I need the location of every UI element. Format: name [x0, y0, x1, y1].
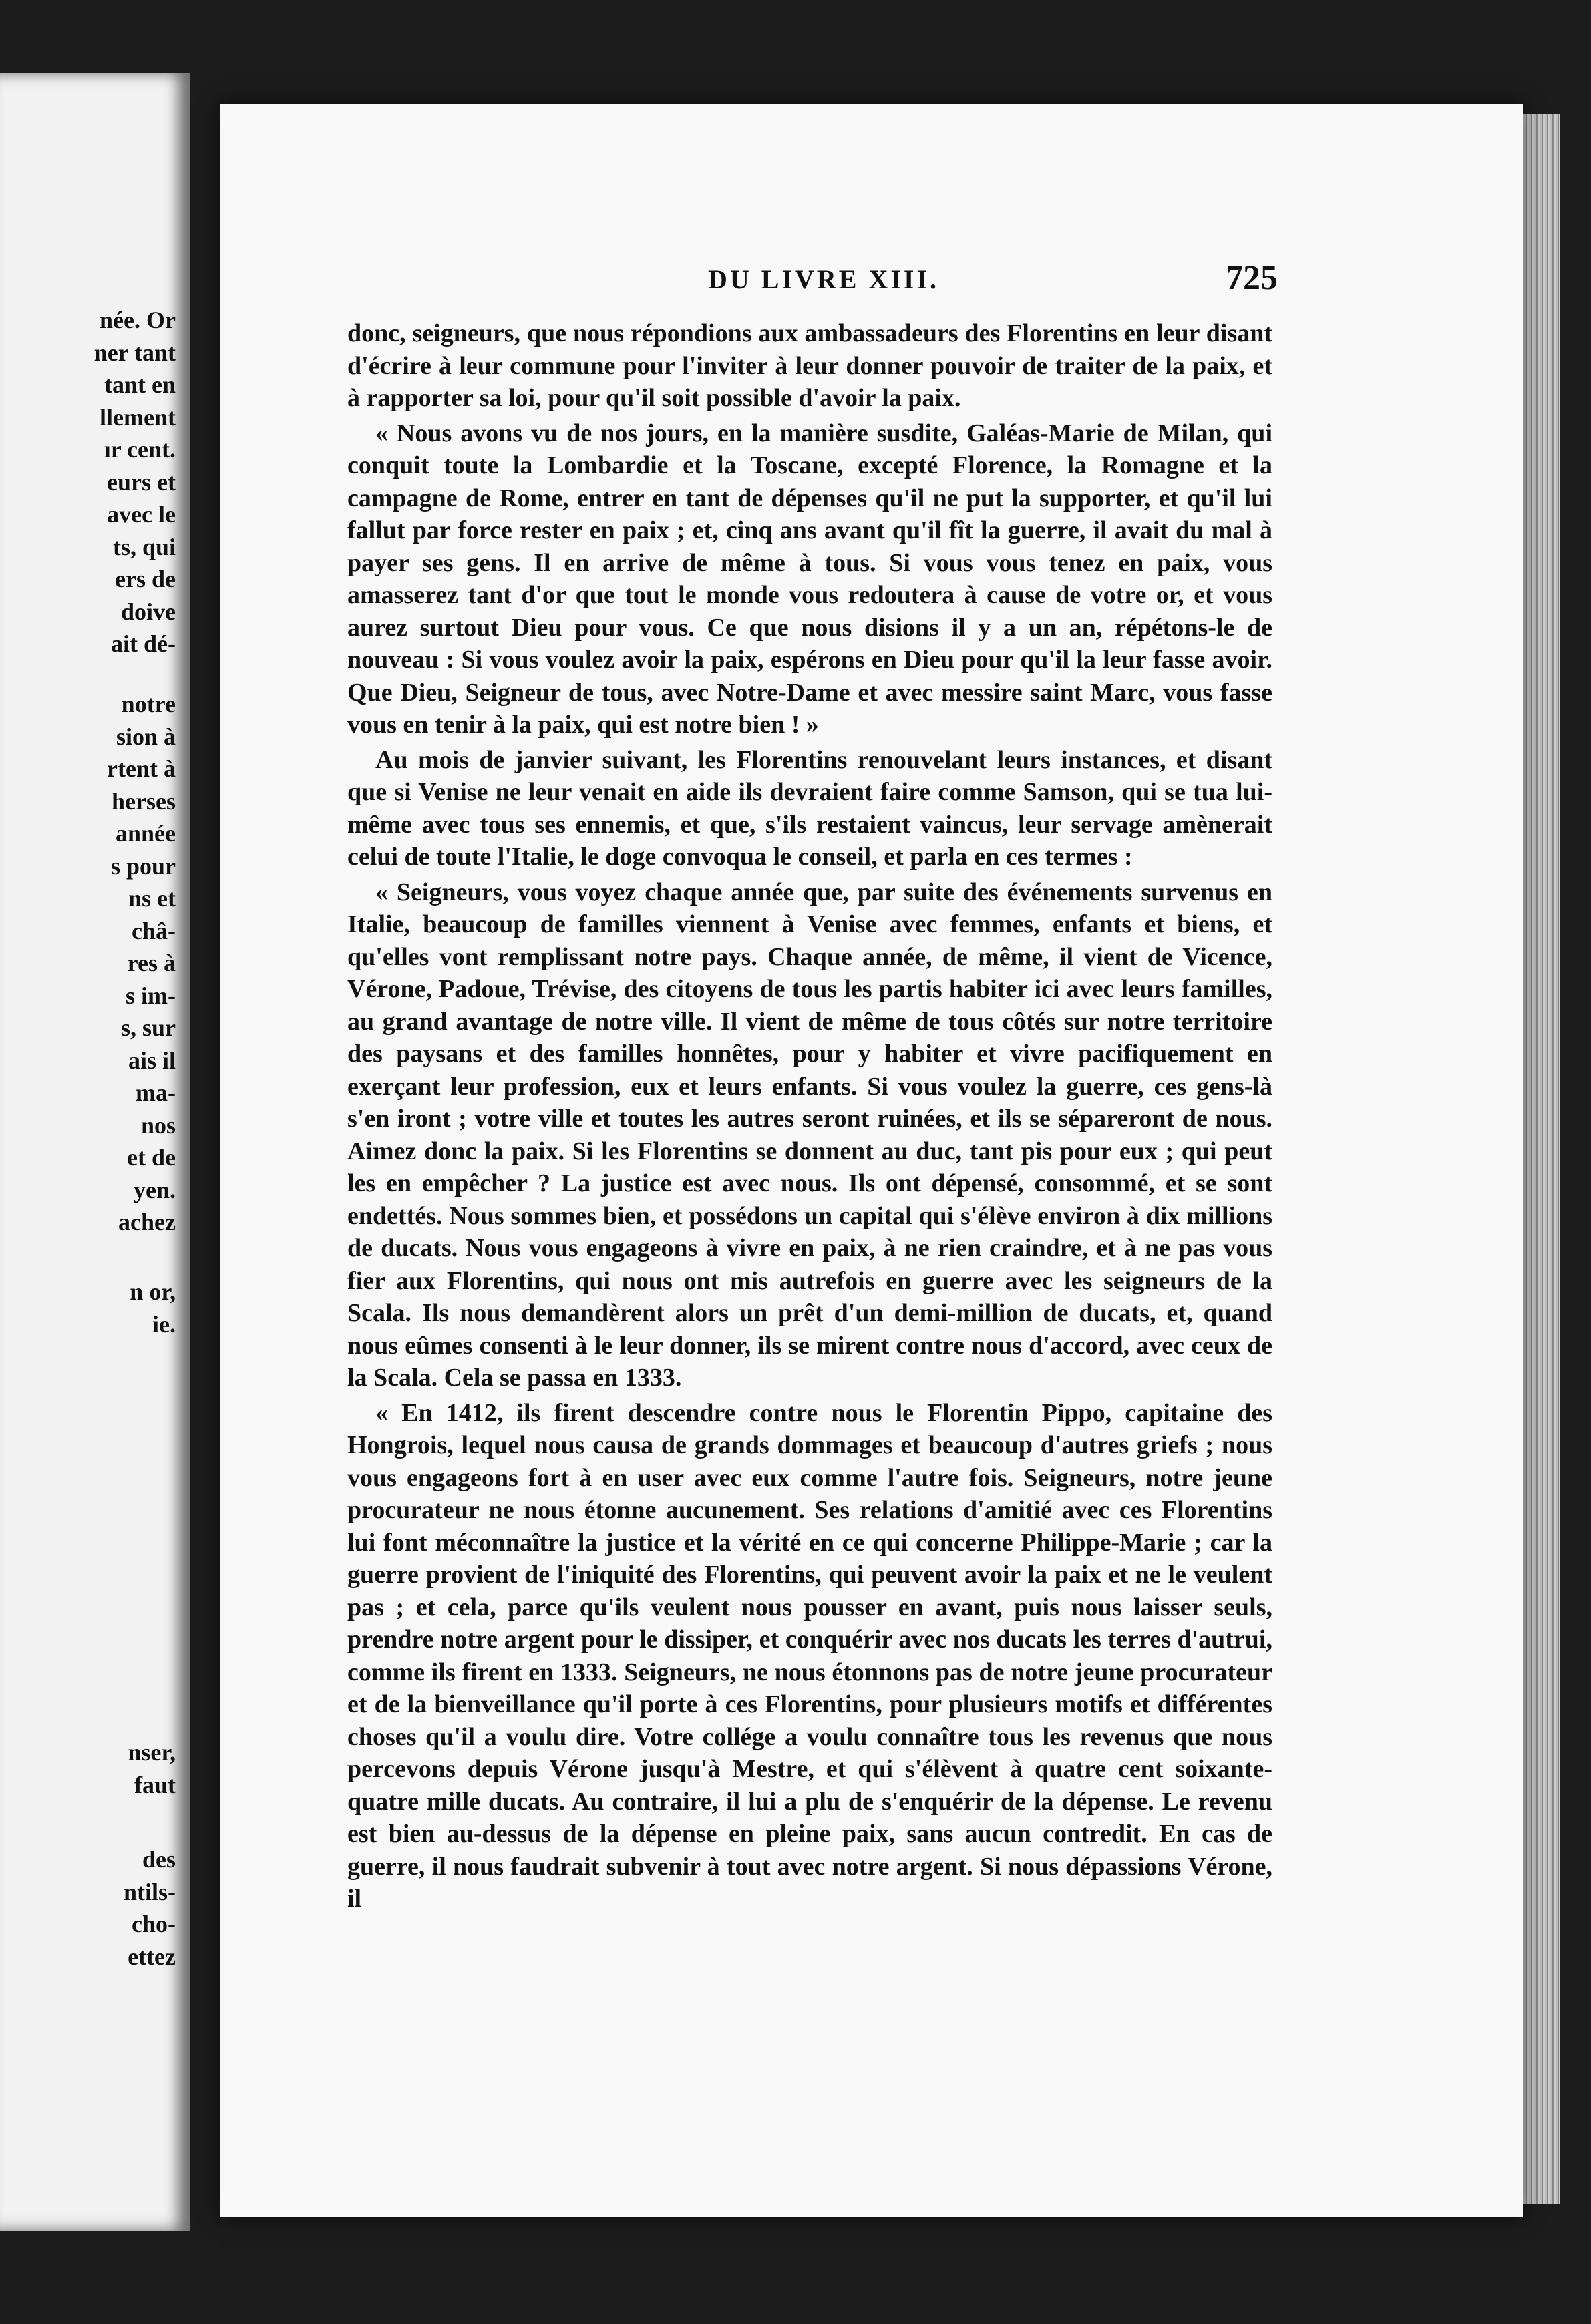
left-line: eurs et — [107, 468, 176, 496]
paragraph: « Seigneurs, vous voyez chaque année que, par suite des événements survenus en Italie, beaucoup de familles viennent à Venise avec femmes, enfants et biens, et qu'elles vont remplissant notre pays. Chaque année, de même, il vient de Vicence, Vérone, Padoue, Trévise, des citoyens de tous les partis habiter ici avec leurs familles, au grand avantage de notre ville. Il vient de même de tous côtés sur notre territoire des paysans et des familles honnêtes, pour y habiter et vivre pacifiquement en exerçant leur profession, eux et leurs enfants. Si vous voulez la guerre, ces gens-là s'en iront ; votre ville et toutes les autres seront ruinées, et ils se sépareront de nous. Aimez donc la paix. Si les Florentins se donnent au duc, tant pis pour eux ; qui peut les en empêcher ? La justice est avec nous. Ils ont dépensé, consommé, et se sont endettés. Nous sommes bien, et possédons un capital qui s'élève environ à dix millions de ducats. Nous vous engageons à vivre en paix, à ne rien craindre, et à ne pas vous fier aux Florentins, qui nous ont mis autrefois en guerre avec les seigneurs de la Scala. Ils nous demandèrent alors un prêt d'un demi-million de ducats, et, quand nous eûmes consenti à le leur donner, ils se mirent contre nous d'accord, avec ceux de la Scala. Cela se passa en 1333. — [347, 878, 1272, 1392]
running-title: DU LIVRE XIII. — [708, 264, 940, 295]
left-line: ettez — [128, 1943, 176, 1970]
left-line: ns et — [128, 885, 176, 912]
left-line: n or, — [130, 1278, 176, 1305]
left-line: ts, qui — [112, 533, 176, 560]
left-line: sion à — [116, 723, 176, 750]
body-text — [347, 317, 1272, 1915]
left-line: ntils- — [123, 1878, 176, 1905]
left-page-text-block-4 — [128, 1736, 176, 1801]
left-line: née. Or — [100, 307, 176, 333]
paragraph: donc, seigneurs, que nous répondions aux ambassadeurs des Florentins en leur disant d'écrire à leur commune pour l'inviter à leur donner pouvoir de traiter de la paix, et à rapporter sa loi, pour qu'il soit possible d'avoir la paix. — [347, 319, 1272, 412]
left-line: ers de — [115, 566, 176, 592]
left-page-text-block-2 — [107, 688, 176, 1239]
left-line: des — [142, 1846, 176, 1873]
left-line: cho- — [132, 1911, 176, 1937]
left-line: faut — [134, 1771, 176, 1798]
left-line: ner tant — [94, 339, 176, 366]
paragraph: « Nous avons vu de nos jours, en la manière susdite, Galéas-Marie de Milan, qui conquit toute la Lombardie et la Toscane, excepté Florence, la Romagne et la campagne de Rome, entrer en tant de dépenses qu'il ne put la supporter, et qu'il lui fallut par force rester en paix ; et, cinq ans avant qu'il fît la guerre, il avait du mal à payer ses gens. Il en arrive de même à tous. Si vous vous tenez en paix, vous amasserez tant d'or que tout le monde vous redoutera à cause de votre or, et vous aurez surtout Dieu pour vous. Ce que nous disions il y a un an, répétons-le de nouveau : Si vous voulez avoir la paix, espérons en Dieu pour qu'il la leur fasse avoir. Que Dieu, Seigneur de tous, avec Notre-Dame et avec messire saint Marc, vous fasse vous en tenir à la paix, qui est notre bien ! » — [347, 419, 1272, 739]
left-line: ie. — [152, 1310, 176, 1338]
left-line: ait dé- — [111, 630, 176, 657]
left-line: rtent à — [107, 755, 176, 782]
left-page-text-block-3 — [130, 1276, 176, 1340]
left-line: avec le — [107, 501, 176, 528]
left-facing-page — [0, 73, 190, 2231]
left-line: ır cent. — [104, 436, 176, 463]
left-line: année — [116, 820, 176, 847]
paragraph: Au mois de janvier suivant, les Florentins renouvelant leurs instances, et disant que si Venise ne leur venait en aide ils devraient faire comme Samson, qui se tua lui-même avec tous ses ennemis, et que, s'ils restaient vaincus, leur servage amènerait celui de toute l'Italie, le doge convoqua le conseil, et parla en ces termes : — [347, 745, 1272, 871]
left-line: llement — [100, 403, 176, 431]
book-page — [220, 104, 1523, 2217]
left-line: nos — [140, 1111, 176, 1139]
left-line: s, sur — [120, 1014, 176, 1041]
left-line: châ- — [132, 917, 176, 944]
left-line: et de — [127, 1144, 176, 1171]
left-line: achez — [118, 1209, 176, 1235]
left-line: doive — [120, 598, 176, 625]
left-line: ma- — [136, 1079, 176, 1106]
left-line: herses — [112, 787, 176, 815]
left-line: nser, — [128, 1739, 176, 1766]
left-page-text-block-1 — [94, 304, 176, 660]
running-header — [220, 258, 1523, 305]
left-page-text-block-5 — [124, 1843, 176, 1973]
left-line: tant en — [104, 371, 176, 398]
left-line: notre — [121, 691, 176, 717]
paragraph: « En 1412, ils firent descendre contre nous le Florentin Pippo, capitaine des Hongrois, lequel nous causa de grands dommages et beaucoup d'autres griefs ; nous vous engageons fort à en user avec eux comme l'autre fois. Seigneurs, notre jeune procurateur ne nous étonne aucunement. Ses relations d'amitié avec ces Florentins lui font méconnaître la justice et la vérité en ce qui concerne Philippe-Marie ; car la guerre provient de l'iniquité des Florentins, qui peuvent avoir la paix et ne le veulent pas ; et cela, parce qu'ils veulent nous pousser en avant, puis nous laisser seuls, prendre notre argent pour le dissiper, et conquérir avec nos ducats les terres d'autrui, comme ils firent en 1333. Seigneurs, ne nous étonnons pas de notre jeune procurateur et de la bienveillance qu'il porte à ces Florentins, pour plusieurs motifs et différentes choses qu'il a voulu dire. Votre collége a voulu connaître tous les revenus que nous percevons depuis Vérone jusqu'à Mestre, et qui s'élèvent à quatre cent soixante-quatre mille ducats. Au contraire, il lui a plu de s'enquérir de la dépense. Le revenu est bien au-dessus de la dépense en pleine paix, sans aucun contredit. En cas de guerre, il nous faudrait subvenir à tout avec notre argent. Si nous dépassions Vérone, il — [347, 1398, 1272, 1913]
left-line: ais il — [128, 1046, 176, 1074]
left-line: s im- — [126, 982, 176, 1009]
left-line: yen. — [134, 1176, 176, 1203]
page-number: 725 — [1226, 259, 1278, 297]
left-line: s pour — [110, 852, 176, 880]
left-line: res à — [127, 950, 176, 976]
